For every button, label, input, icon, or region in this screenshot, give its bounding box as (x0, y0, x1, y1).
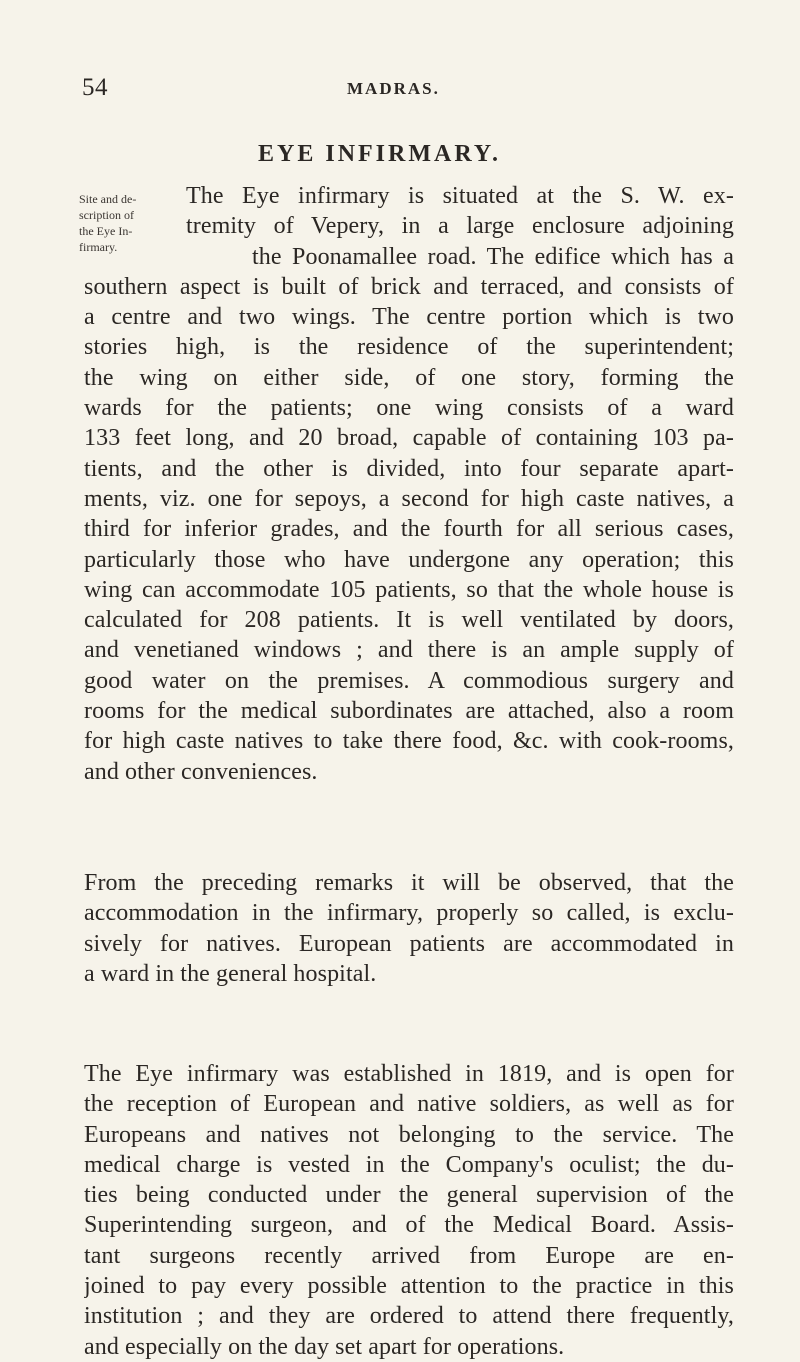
text-line: and especially on the day set apart for operations. (84, 1333, 565, 1360)
text-line: tremity of Vepery, in a large enclosure adjoining (186, 213, 734, 240)
margin-note-line: the Eye In- (79, 224, 133, 238)
text-line: and venetianed windows ; and there is an ample supply of (84, 637, 734, 664)
text-line: third for inferior grades, and the fourth for all serious cases, (84, 516, 734, 543)
margin-note-line: firmary. (79, 240, 118, 254)
text-line: particularly those who have undergone any operation; this (84, 546, 734, 573)
text-line: Superintending surgeon, and of the Medical Board. Assis- (84, 1212, 734, 1239)
margin-note-line: Site and de- (79, 192, 137, 206)
text-line: From the preceding remarks it will be observed, that the (84, 870, 734, 896)
text-line: and other conveniences. (84, 758, 318, 785)
text-line: ties being conducted under the general supervision of the (84, 1182, 734, 1209)
paragraph-accommodation (84, 868, 734, 989)
text-line: medical charge is vested in the Company's oculist; the du- (84, 1151, 734, 1178)
text-line: calculated for 208 patients. It is well ventilated by doors, (84, 607, 734, 634)
section-title: EYE INFIRMARY. (258, 141, 501, 167)
text-line: for high caste natives to take there food, &c. with cook-rooms, (84, 728, 734, 755)
text-line: institution ; and they are ordered to attend there frequently, (84, 1303, 734, 1330)
text-line: 133 feet long, and 20 broad, capable of containing 103 pa- (84, 425, 734, 452)
paragraph-history (84, 1059, 734, 1362)
text-line: wing can accommodate 105 patients, so that the whole house is (84, 576, 734, 603)
text-line: Europeans and natives not belonging to the service. The (84, 1121, 734, 1148)
text-line: the Poonamallee road. The edifice which has a (252, 243, 734, 270)
text-line: accommodation in the infirmary, properly so called, is exclu- (84, 900, 734, 927)
text-line: tients, and the other is divided, into four separate apart- (84, 455, 734, 482)
text-line: joined to pay every possible attention to the practice in this (84, 1273, 734, 1300)
text-line: The Eye infirmary is situated at the S. W. ex- (186, 183, 734, 209)
text-line: tant surgeons recently arrived from Europe are en- (84, 1242, 734, 1269)
paragraph-site-description (84, 181, 734, 787)
text-line: a centre and two wings. The centre portion which is two (84, 304, 734, 331)
page-number: 54 (82, 74, 108, 101)
text-line: a ward in the general hospital. (84, 960, 377, 987)
text-line: The Eye infirmary was established in 1819, and is open for (84, 1061, 734, 1087)
text-line: rooms for the medical subordinates are attached, also a room (84, 698, 734, 725)
running-head: MADRAS. (347, 79, 440, 98)
text-line: the reception of European and native soldiers, as well as for (84, 1091, 734, 1118)
text-line: wards for the patients; one wing consists of a ward (84, 395, 734, 422)
text-line: southern aspect is built of brick and terraced, and consists of (84, 273, 734, 300)
text-line: ments, viz. one for sepoys, a second for high caste natives, a (84, 485, 734, 512)
text-line: good water on the premises. A commodious surgery and (84, 667, 734, 694)
page-header (82, 74, 732, 106)
margin-note-line: scription of (79, 208, 134, 222)
text-line: the wing on either side, of one story, forming the (84, 364, 734, 391)
text-line: stories high, is the residence of the superintendent; (84, 334, 734, 361)
text-line: sively for natives. European patients are accommodated in (84, 930, 734, 957)
